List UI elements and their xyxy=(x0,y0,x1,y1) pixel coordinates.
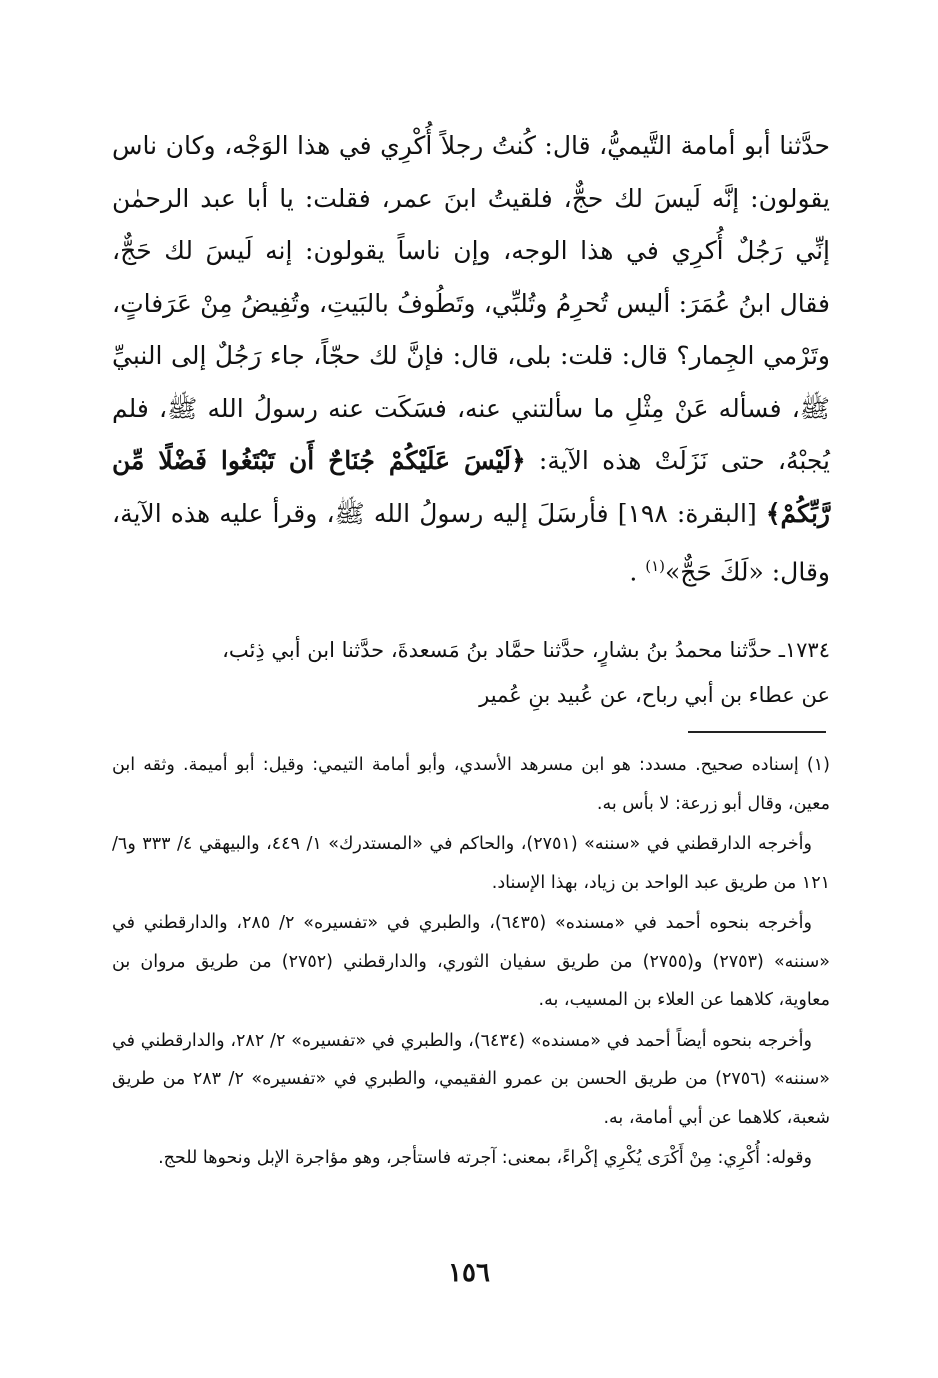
main-text xyxy=(112,120,830,599)
footnote-takhrij-1: وأخرجه الدارقطني في «سننه» (٢٧٥١)، والحاكم في «المستدرك» ١/ ٤٤٩، والبيهقي ٤/ ٣٣٣ و٦/ ١٢١ من طريق عبد الواحد بن زياد، بهذا الإسناد. xyxy=(112,834,830,893)
hadith-isnad-line-1: ١٧٣٤ـ حدَّثنا محمدُ بنُ بشارٍ، حدَّثنا حمَّاد بنُ مَسعدةَ، حدَّثنا ابن أبي ذِئب، xyxy=(222,638,830,662)
footnote-word-explanation: وقوله: أُكْرِي: مِنْ أَكْرَى يُكْرِي إكْراءً، بمعنى: آجرته فاستأجر، وهو مؤاجرة الإبل ونحوها للحج. xyxy=(158,1148,812,1168)
hadith-paragraph xyxy=(112,120,830,599)
quran-verse: ﴿لَيْسَ عَلَيْكُمْ جُنَاحٌ أَن تَبْتَغُوا فَضْلًا مِّن رَّبِّكُمْ﴾ xyxy=(112,446,830,528)
hadith-text: حدَّثنا أبو أمامة التَّيميُّ، قال: كُنتُ رجلاً أُكْرِي في هذا الوَجْه، وكان ناس يقولون: إنَّه لَيسَ لك حجٌّ، فلقيتُ ابنَ عمر، فقلت: يا أبا عبد الرحمٰن إنِّي رَجُلٌ أُكرِي في هذا الوجه، وإن ناساً يقولون: إنه لَيسَ لك حَجٌّ، فقال ابنُ عُمَرَ: أليس تُحرِمُ وتُلبِّي، وتَطُوفُ بالبَيتِ، وتُفِيضُ مِنْ عَرَفاتٍ، وتَرْمي الجِمار؟ قال: قلت: بلى، قال: فإنَّ لك حجّاً، جاء رَجُلٌ إلى النبيِّ ﷺ، فسأله عَنْ مِثْلِ ما سألتني عنه، فسَكَت عنه رسولُ الله ﷺ، فلم يُجبْهُ، حتى نَزَلَتْ هذه الآية: xyxy=(112,131,830,475)
footnote-1: (١) إسناده صحيح. مسدد: هو ابن مسرهد الأسدي، وأبو أمامة التيمي: وقيل: أبو أميمة. وثقه ابن معين، وقال أبو زرعة: لا بأس به. xyxy=(112,755,830,814)
page-number: ١٥٦ xyxy=(448,1258,490,1288)
verse-reference: [البقرة: ١٩٨] xyxy=(617,498,757,528)
final-period: . xyxy=(629,557,638,587)
hadith-ending: فأرسَلَ إليه رسولُ الله ﷺ، وقرأ عليه هذه الآية، وقال: «لَكَ حَجٌّ» xyxy=(112,498,830,587)
footnotes xyxy=(112,746,830,1180)
footnote-marker: (١) xyxy=(645,557,665,575)
footnote-takhrij-2: وأخرجه بنحوه أحمد في «مسنده» (٦٤٣٥)، والطبري في «تفسيره» ٢/ ٢٨٥، والدارقطني في «سننه» (٢٧٥٣) و(٢٧٥٥) من طريق سفيان الثوري، والدارقطني (٢٧٥٢) من طريق مروان بن معاوية، كلاهما عن العلاء بن المسيب، به. xyxy=(112,913,830,1010)
footnote-takhrij-3: وأخرجه بنحوه أيضاً أحمد في «مسنده» (٦٤٣٤)، والطبري في «تفسيره» ٢/ ٢٨٢، والدارقطني في «سننه» (٢٧٥٦) من طريق الحسن بن عمرو الفقيمي، والطبري في «تفسيره» ٢/ ٢٨٣ من طريق شعبة، كلاهما عن أبي أمامة، به. xyxy=(112,1030,830,1128)
hadith-isnad-line-2: عن عطاء بن أبي رباح، عن عُبيد بنِ عُمير xyxy=(479,683,830,707)
next-hadith xyxy=(112,628,830,718)
footnote-divider xyxy=(688,731,826,733)
